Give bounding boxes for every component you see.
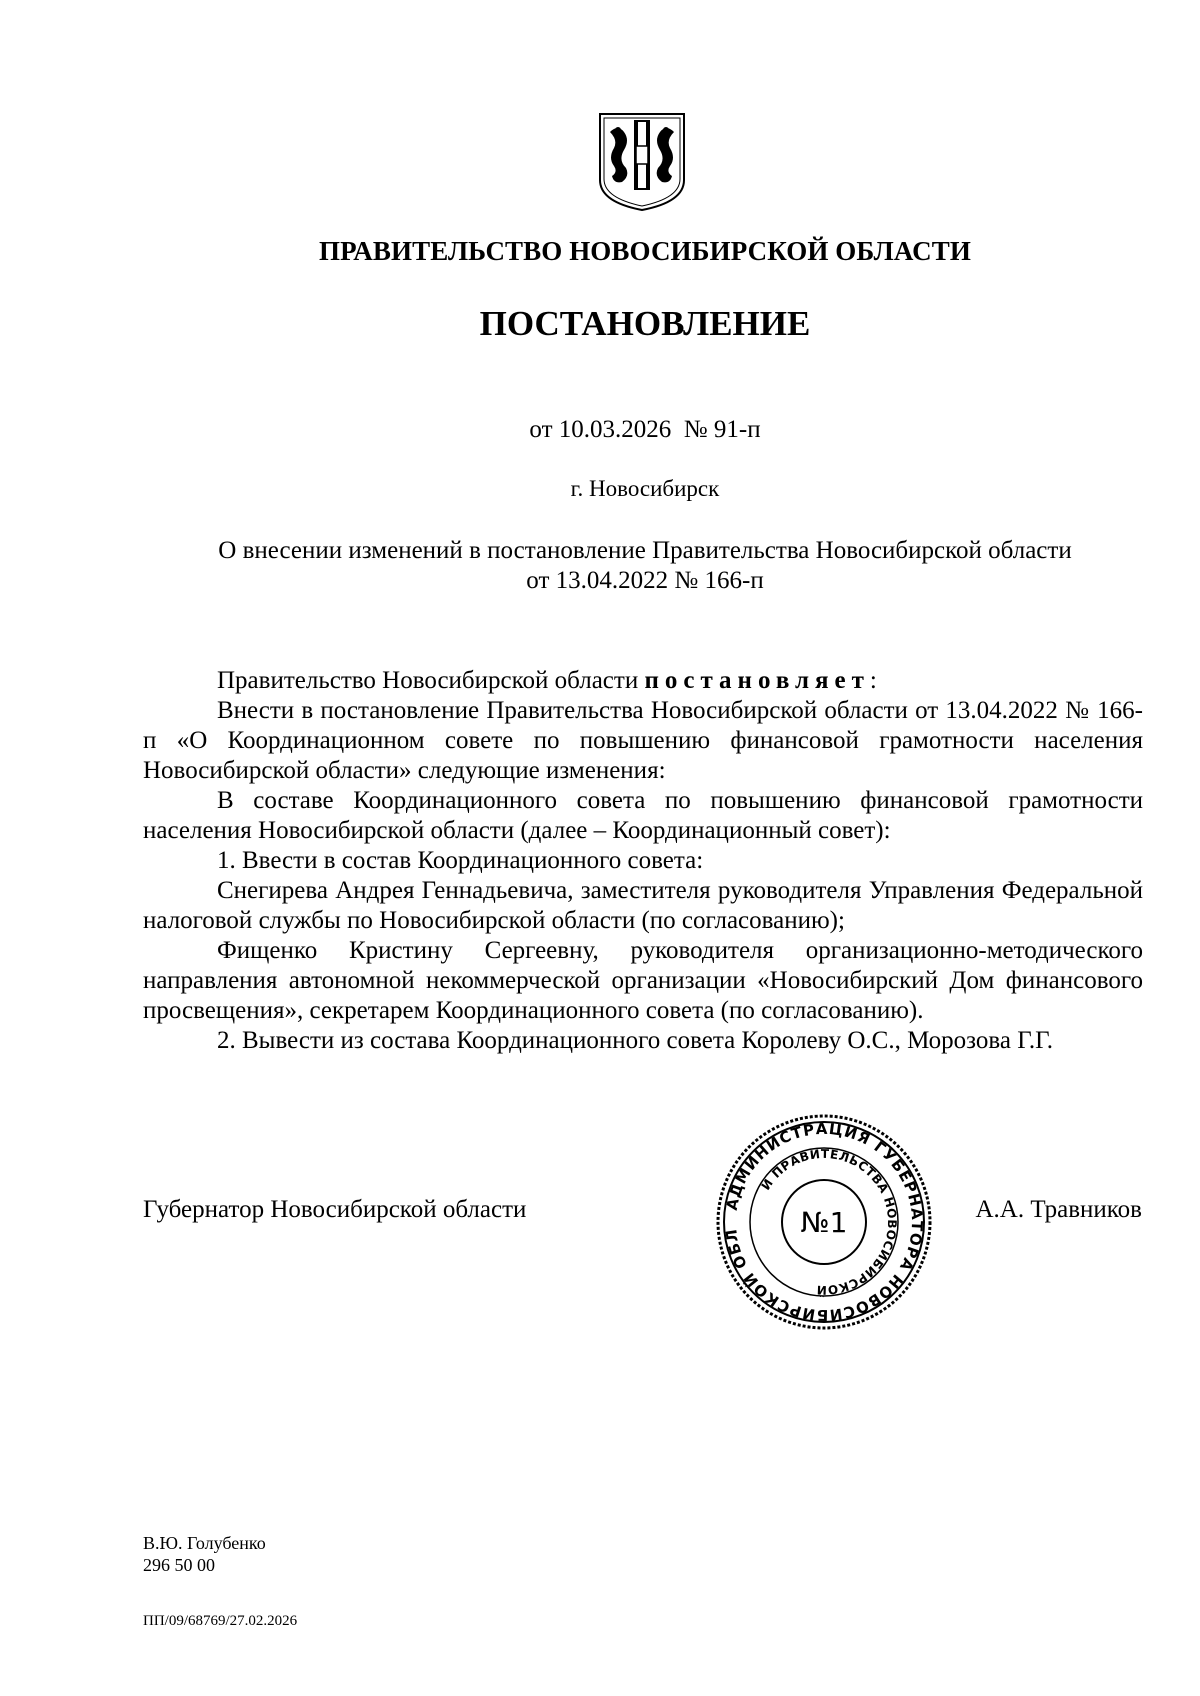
- executor-info: [143, 1532, 266, 1576]
- official-seal: [714, 1112, 934, 1332]
- document-body: [143, 666, 1143, 1056]
- seal-inner-text: И ПРАВИТЕЛЬСТВА НОВОСИБИРСКОЙ: [758, 1146, 900, 1298]
- executor-phone: 296 50 00: [143, 1555, 215, 1575]
- document-subject: [150, 536, 1140, 596]
- coat-of-arms-emblem: [596, 110, 688, 214]
- item-2-removal: 2. Вывести из состава Координационного совета Королеву О.С., Морозова Г.Г.: [217, 1027, 1053, 1054]
- member-snegirev: Снегирева Андрея Геннадьевича, заместителя руководителя Управления Федеральной налоговой службы по Новосибирской области (по согласованию);: [143, 877, 1143, 934]
- council-paragraph: В составе Координационного совета по повышению финансовой грамотности населения Новосибирской области (далее – Координационный совет):: [143, 787, 1143, 844]
- document-city: г. Новосибирск: [570, 476, 720, 501]
- signatory-name: А.А. Травников: [975, 1196, 1142, 1223]
- organization-title: ПРАВИТЕЛЬСТВО НОВОСИБИРСКОЙ ОБЛАСТИ: [319, 236, 971, 266]
- member-fishchenko: Фищенко Кристину Сергеевну, руководителя организационно-методического направления автономной некоммерческой организации «Новосибирский Дом финансового просвещения», секретарем Координационного совета (по согласованию).: [143, 937, 1143, 1024]
- document-type-title: ПОСТАНОВЛЕНИЕ: [479, 304, 811, 343]
- seal-outer-text: АДМИНИСТРАЦИЯ ГУБЕРНАТОРА НОВОСИБИРСКОЙ ОБЛ: [722, 1119, 927, 1325]
- document-reference: ПП/09/68769/27.02.2026: [143, 1613, 298, 1629]
- resolution-intro: [143, 666, 1143, 696]
- subject-line-1: О внесении изменений в постановление Правительства Новосибирской области: [218, 537, 1072, 564]
- signatory-position: Губернатор Новосибирской области: [143, 1196, 527, 1223]
- intro-colon: :: [869, 667, 877, 694]
- amendment-paragraph: Внести в постановление Правительства Новосибирской области от 13.04.2022 № 166-п «О Координационном совете по повышению финансовой грамотности населения Новосибирской области» следующие изменения:: [143, 697, 1143, 784]
- executor-name: В.Ю. Голубенко: [143, 1533, 266, 1553]
- intro-text: Правительство Новосибирской области: [217, 667, 645, 694]
- novosibirsk-coat-of-arms-icon: [596, 110, 688, 214]
- seal-number: №1: [800, 1206, 848, 1239]
- document-date-number: от 10.03.2026 № 91-п: [529, 416, 761, 443]
- item-1-heading: 1. Ввести в состав Координационного совета:: [217, 847, 704, 874]
- official-seal-icon: [714, 1112, 934, 1332]
- resolves-word: постановляет: [644, 667, 870, 694]
- subject-line-2: от 13.04.2022 № 166-п: [526, 567, 764, 594]
